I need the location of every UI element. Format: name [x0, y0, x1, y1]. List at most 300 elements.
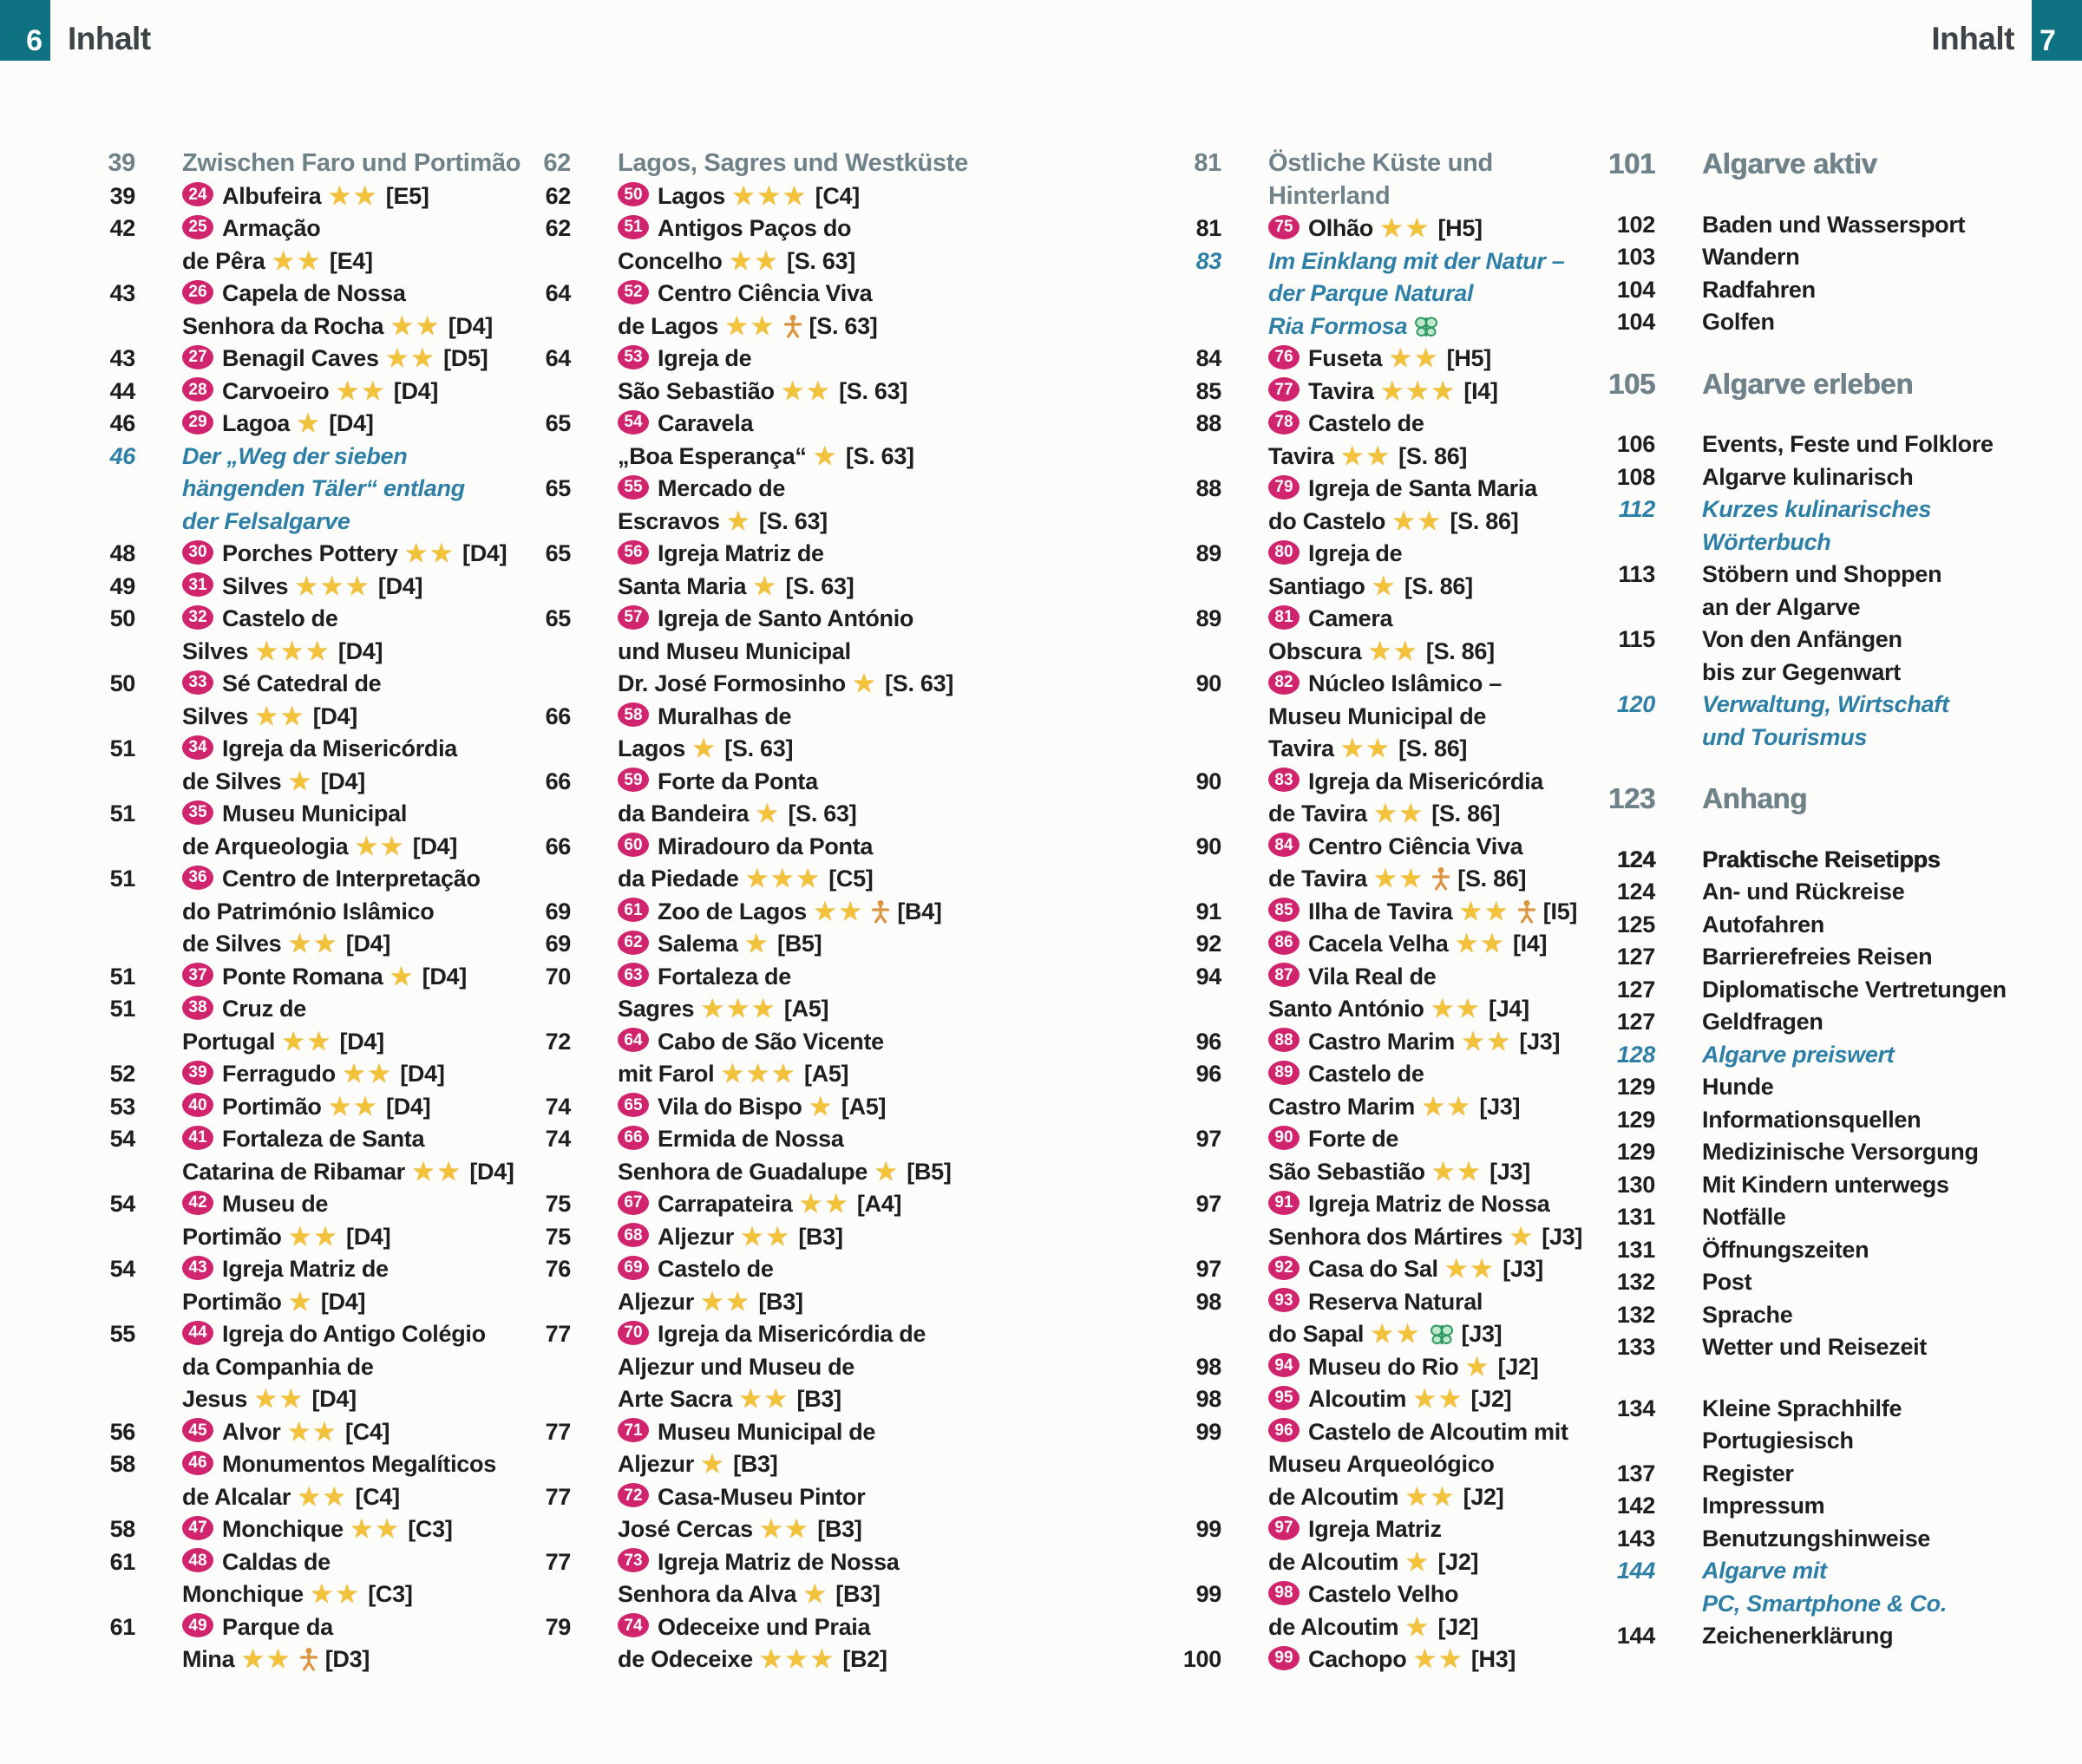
toc-line [1702, 1490, 1824, 1523]
entry-text: PC, Smartphone & Co. [1702, 1590, 1948, 1617]
toc-line [618, 473, 828, 506]
entry-text: Algarve kulinarisch [1702, 463, 1914, 490]
entry-text: de Alcalar [182, 1483, 291, 1510]
toc-line [1268, 993, 1529, 1026]
entry-text: Centro Ciência Viva [658, 280, 873, 306]
entry-body [618, 766, 856, 831]
toc-entry [68, 538, 520, 571]
page-ref: 66 [545, 833, 571, 859]
entry-body [1268, 1351, 1538, 1384]
entry-text: Zoo de Lagos [658, 898, 807, 924]
entry-body [618, 408, 914, 473]
map-grid-ref: [S. 63] [809, 312, 878, 339]
toc-line [618, 1611, 887, 1644]
toc-line [618, 1643, 887, 1676]
page-number-right: 7 [2039, 24, 2056, 57]
poi-badge: 90 [1268, 1126, 1300, 1150]
entry-body [618, 538, 854, 603]
entry-body [618, 1253, 803, 1318]
map-grid-ref: [B3] [733, 1451, 778, 1477]
toc-line [182, 343, 488, 376]
entry-text: Post [1702, 1269, 1752, 1295]
entry-body [1702, 876, 1904, 909]
map-grid-ref: [D4] [320, 1288, 366, 1315]
toc-entry [68, 603, 520, 668]
toc-line [1702, 241, 1799, 274]
entry-text: Forte da Ponta [658, 768, 818, 794]
entry-text: Centro Ciência Viva [1308, 833, 1523, 859]
toc-line [1268, 831, 1526, 864]
toc-entry [68, 571, 520, 604]
toc-column-lagos-westkueste [503, 147, 968, 1676]
star-rating-icon: ★★ [343, 1061, 395, 1087]
page-ref: 51 [109, 800, 135, 826]
entry-body [618, 1546, 900, 1611]
poi-badge: 84 [1268, 833, 1300, 857]
page-ref: 96 [1195, 1028, 1221, 1055]
section-gap [1588, 180, 2007, 209]
entry-text: Monchique [182, 1581, 304, 1607]
toc-line [182, 961, 467, 994]
toc-line [182, 1546, 413, 1579]
star-rating-icon: ★ [727, 507, 753, 534]
entry-body [1702, 241, 1799, 274]
toc-column-oestliche-kueste [1154, 147, 1582, 1676]
entry-text: Santiago [1268, 572, 1365, 599]
poi-badge: 73 [618, 1548, 649, 1572]
entry-body [1268, 1253, 1543, 1286]
page-ref: 89 [1195, 540, 1221, 566]
entry-text: Castelo de Alcoutim mit [1308, 1418, 1568, 1445]
entry-text: Olhão [1308, 215, 1374, 241]
entry-text: Fortaleza de Santa [222, 1126, 425, 1152]
toc-entry [503, 1611, 968, 1676]
star-rating-icon: ★★ [405, 540, 456, 566]
entry-text: Carvoeiro [222, 377, 330, 404]
poi-badge: 92 [1268, 1256, 1300, 1280]
map-grid-ref: [J3] [1503, 1256, 1544, 1282]
toc-line [1268, 896, 1577, 929]
toc-line [182, 1188, 390, 1221]
entry-body [1702, 493, 1931, 559]
toc-entry [68, 212, 520, 278]
page-ref: 69 [545, 931, 571, 957]
entry-body [1702, 1104, 1921, 1137]
entry-text: Aljezur [618, 1451, 694, 1477]
toc-line [1268, 538, 1473, 571]
page-ref: 52 [109, 1061, 135, 1087]
entry-text: Capela de Nossa [222, 280, 406, 306]
toc-entry [68, 343, 520, 376]
entry-body [1268, 1416, 1568, 1514]
entry-text: de Tavira [1268, 866, 1367, 892]
page-ref: 100 [1182, 1646, 1221, 1672]
entry-text: Benutzungshinweise [1702, 1525, 1931, 1552]
entry-body [1268, 1643, 1516, 1676]
toc-line [182, 1513, 453, 1546]
toc-line [182, 245, 373, 278]
toc-line [182, 1481, 496, 1514]
star-rating-icon: ★★ [356, 833, 407, 859]
toc-line [618, 245, 855, 278]
toc-entry [1588, 461, 2007, 494]
toc-line [618, 1188, 901, 1221]
toc-column-aktiv-erleben-anhang [1588, 147, 2007, 1653]
poi-badge: 79 [1268, 475, 1300, 500]
toc-line [182, 636, 383, 669]
star-rating-icon: ★★ [1390, 345, 1441, 371]
page-ref: 124 [1616, 879, 1655, 905]
star-rating-icon: ★★ [391, 312, 442, 339]
toc-line [182, 993, 384, 1026]
map-grid-ref: [I4] [1512, 931, 1548, 957]
toc-line [182, 180, 429, 213]
map-grid-ref: [S. 86] [1457, 866, 1527, 892]
toc-entry [1588, 1331, 2007, 1364]
entry-body [1268, 1286, 1502, 1351]
entry-body [182, 1611, 370, 1676]
toc-entry [1154, 343, 1582, 376]
toc-line [182, 1578, 413, 1611]
page-number-box-left [0, 0, 50, 61]
poi-badge: 69 [618, 1256, 649, 1280]
toc-entry [503, 1188, 968, 1221]
map-grid-ref: [D4] [377, 572, 423, 599]
star-rating-icon: ★★ [256, 702, 307, 729]
poi-badge: 83 [1268, 768, 1300, 792]
entry-text: de Silves [182, 931, 282, 957]
toc-entry [1154, 1578, 1582, 1643]
entry-text: Museu Municipal de [658, 1418, 876, 1445]
page-ref: 123 [1607, 782, 1655, 814]
entry-text: Senhora da Alva [618, 1581, 797, 1607]
entry-text: Baden und Wassersport [1702, 211, 1966, 238]
toc-line [1268, 1091, 1520, 1124]
entry-text: Caldas de [222, 1548, 331, 1575]
entry-body [1268, 766, 1543, 831]
page-number-left: 6 [26, 24, 43, 57]
toc-line [1702, 209, 1965, 242]
entry-body [1268, 408, 1467, 473]
toc-entry [68, 798, 520, 863]
entry-text: Parque da [222, 1613, 333, 1640]
toc-line [1702, 1201, 1786, 1234]
map-grid-ref: [C4] [344, 1418, 390, 1445]
entry-text: Tavira [1308, 377, 1374, 404]
entry-body [1702, 1201, 1786, 1234]
toc-entry [1588, 241, 2007, 274]
toc-entry [1154, 766, 1582, 831]
toc-line [182, 831, 457, 864]
entry-body [1268, 928, 1547, 961]
star-rating-icon: ★★ [1369, 637, 1420, 664]
entry-text: Der „Weg der sieben [182, 442, 408, 469]
toc-line [182, 278, 493, 310]
toc-entry [503, 473, 968, 538]
toc-entry [1154, 538, 1582, 603]
toc-line [1702, 876, 1904, 909]
poi-badge: 59 [618, 768, 649, 792]
entry-text: Mit Kindern unterwegs [1702, 1171, 1949, 1198]
toc-line [1268, 1448, 1568, 1481]
toc-entry [503, 961, 968, 1026]
entry-body [182, 733, 457, 798]
entry-body [618, 701, 793, 766]
section-heading [68, 147, 520, 180]
page-ref: 72 [545, 1028, 571, 1055]
page-ref: 88 [1195, 475, 1221, 501]
page-ref: 120 [1616, 691, 1655, 717]
toc-line [618, 701, 793, 734]
star-rating-icon: ★ [1466, 1353, 1492, 1380]
entry-body [182, 603, 383, 668]
entry-text: Odeceixe und Praia [658, 1613, 871, 1640]
toc-line [182, 668, 381, 701]
page-ref: 65 [545, 540, 571, 566]
entry-body [182, 343, 488, 376]
toc-line [1268, 1546, 1478, 1579]
page-ref: 77 [545, 1483, 571, 1510]
page-ref: 58 [109, 1451, 135, 1477]
star-rating-icon: ★★ [1462, 1028, 1514, 1055]
entry-body [1702, 844, 1940, 877]
toc-line [1268, 1383, 1511, 1416]
star-rating-icon: ★★★ [746, 866, 823, 892]
poi-badge: 87 [1268, 963, 1300, 987]
toc-entry [1154, 1416, 1582, 1514]
toc-entry [68, 1448, 520, 1513]
page-ref: 65 [545, 410, 571, 436]
page-ref: 43 [109, 280, 135, 306]
entry-text: Castelo de [1308, 410, 1424, 436]
map-grid-ref: [J2] [1437, 1613, 1479, 1640]
entry-text: Ermida de Nossa [658, 1126, 844, 1152]
page-ref: 124 [1616, 846, 1655, 872]
entry-text: der Parque Natural [1268, 280, 1474, 306]
map-grid-ref: [D4] [346, 1223, 391, 1250]
toc-entry [1154, 961, 1582, 1026]
entry-text: Igreja de [1308, 540, 1403, 566]
poi-badge: 55 [618, 475, 649, 500]
entry-text: Algarve aktiv [1702, 147, 1877, 180]
star-rating-icon: ★★★ [1381, 377, 1458, 404]
map-grid-ref: [D4] [337, 637, 383, 664]
entry-text: Anhang [1702, 782, 1808, 814]
entry-body [618, 1026, 884, 1091]
page-ref: 97 [1195, 1256, 1221, 1282]
toc-entry [1154, 1123, 1582, 1188]
toc-entry [68, 1091, 520, 1124]
toc-line [1268, 1643, 1516, 1676]
entry-body [618, 473, 828, 538]
entry-body [618, 1611, 887, 1676]
map-grid-ref: [D4] [422, 963, 467, 990]
entry-text: mit Farol [618, 1061, 715, 1087]
toc-entry [1154, 668, 1582, 766]
page-ref: 129 [1616, 1074, 1655, 1100]
toc-line [182, 1416, 390, 1449]
star-rating-icon: ★ [809, 1093, 835, 1120]
entry-body [182, 376, 438, 408]
map-grid-ref: [E4] [329, 247, 373, 274]
page-ref: 142 [1616, 1493, 1655, 1519]
entry-text: Igreja da Misericórdia [222, 735, 458, 761]
entry-text: Fortaleza de [658, 963, 791, 990]
toc-entry [503, 408, 968, 473]
entry-text: Portugal [182, 1028, 276, 1055]
toc-line [182, 1058, 445, 1091]
poi-badge: 27 [182, 345, 213, 369]
map-grid-ref: [J2] [1463, 1483, 1504, 1510]
entry-text: de Alcoutim [1268, 1613, 1399, 1640]
entry-text: Zwischen Faro und Portimão [182, 149, 521, 177]
entry-body [1702, 461, 1913, 494]
entry-body [618, 1123, 952, 1188]
feature-entry [1588, 493, 2007, 559]
entry-body [182, 441, 465, 539]
section-heading [1154, 147, 1582, 212]
toc-line [618, 961, 828, 994]
entry-body [1702, 1169, 1949, 1202]
map-grid-ref: [D4] [320, 768, 365, 794]
page-ref: 51 [109, 996, 135, 1022]
map-grid-ref: [S. 86] [1431, 800, 1501, 826]
toc-line [1268, 1416, 1568, 1449]
entry-body [182, 961, 467, 994]
poi-badge: 38 [182, 996, 213, 1020]
entry-body [182, 180, 429, 213]
page-ref: 53 [109, 1093, 135, 1120]
poi-badge: 62 [618, 931, 649, 955]
entry-text: Igreja Matriz de Nossa [658, 1548, 900, 1575]
page-ref: 55 [109, 1321, 135, 1347]
toc-entry [68, 1123, 520, 1188]
map-grid-ref: [S. 63] [845, 442, 914, 469]
feature-entry [1588, 689, 2007, 754]
entry-text: Stöbern und Shoppen [1702, 561, 1942, 587]
toc-line [618, 1286, 803, 1319]
feature-entry [1588, 1039, 2007, 1072]
toc-entry [1588, 306, 2007, 339]
entry-text: Cruz de [222, 996, 306, 1022]
toc-line [182, 1123, 514, 1156]
toc-entry [1588, 1266, 2007, 1299]
poi-badge: 86 [1268, 931, 1300, 955]
entry-body [182, 798, 457, 863]
map-grid-ref: [C4] [815, 182, 860, 209]
toc-entry [1154, 603, 1582, 668]
star-rating-icon: ★★ [1374, 800, 1426, 826]
map-grid-ref: [D4] [462, 540, 507, 566]
toc-line [1702, 782, 1807, 815]
entry-body [1702, 782, 1807, 815]
page-ref: 65 [545, 475, 571, 501]
page-ref: 62 [543, 149, 571, 177]
entry-text: da Bandeira [618, 800, 750, 826]
toc-line [1702, 1458, 1794, 1491]
entry-body [1702, 1331, 1927, 1364]
star-rating-icon: ★★ [760, 1516, 812, 1542]
entry-text: Aljezur und Museu de [618, 1353, 855, 1380]
star-rating-icon: ★★★ [296, 572, 372, 599]
toc-line [1268, 668, 1502, 701]
toc-entry [503, 1026, 968, 1091]
entry-body [1702, 1071, 1774, 1104]
toc-entry [1588, 559, 2007, 624]
toc-line [1268, 1351, 1538, 1384]
map-grid-ref: [S. 63] [839, 377, 908, 404]
entry-body [618, 896, 942, 929]
toc-entry [503, 1546, 968, 1611]
toc-line [1268, 571, 1473, 604]
toc-line [182, 1318, 486, 1351]
toc-line [618, 571, 854, 604]
toc-line [1268, 376, 1498, 408]
poi-badge: 63 [618, 963, 649, 987]
entry-text: Im Einklang mit der Natur – [1268, 247, 1565, 274]
entry-text: do Castelo [1268, 507, 1386, 534]
entry-body [1702, 1393, 1902, 1458]
poi-badge: 74 [618, 1613, 649, 1637]
poi-badge: 24 [182, 182, 213, 206]
page-ref: 85 [1195, 377, 1221, 404]
toc-line [182, 408, 374, 441]
star-rating-icon: ★ [390, 963, 416, 990]
entry-text: Tavira [1268, 442, 1334, 469]
toc-line [1702, 526, 1931, 559]
toc-entry [1154, 1253, 1582, 1286]
page-ref: 125 [1616, 911, 1655, 938]
page-ref: 66 [545, 702, 571, 729]
toc-line [1702, 1588, 1947, 1621]
entry-body [182, 571, 422, 604]
entry-body [1268, 668, 1502, 766]
entry-body [618, 603, 953, 701]
page-ref: 77 [545, 1321, 571, 1347]
entry-body [182, 863, 481, 961]
toc-line [1268, 212, 1483, 245]
entry-body [1268, 212, 1483, 245]
page-ref: 70 [545, 963, 571, 990]
page-ref: 98 [1195, 1288, 1221, 1315]
entry-text: Igreja da Misericórdia de [658, 1321, 926, 1347]
page-ref: 75 [545, 1223, 571, 1250]
toc-line [618, 376, 907, 408]
toc-line [1702, 974, 2007, 1007]
entry-text: Wetter und Reisezeit [1702, 1334, 1928, 1360]
toc-entry [503, 928, 968, 961]
star-rating-icon: ★★ [701, 1288, 753, 1315]
toc-line [1702, 1393, 1902, 1426]
toc-line [182, 1286, 389, 1319]
star-rating-icon: ★★ [298, 1483, 350, 1510]
page-ref: 39 [108, 149, 135, 177]
entry-text: Miradouro da Ponta [658, 833, 874, 859]
entry-text: an der Algarve [1702, 593, 1861, 620]
section-gap [1588, 754, 2007, 782]
entry-text: Silves [182, 637, 249, 664]
poi-badge: 46 [182, 1451, 213, 1475]
entry-body [1268, 245, 1564, 343]
entry-text: Wandern [1702, 244, 1800, 270]
toc-line [182, 733, 457, 766]
toc-entry [1588, 1299, 2007, 1332]
toc-line [618, 538, 854, 571]
entry-body [618, 1091, 886, 1124]
entry-text: São Sebastião [1268, 1158, 1425, 1185]
toc-line [182, 1351, 486, 1384]
toc-entry [1588, 909, 2007, 942]
